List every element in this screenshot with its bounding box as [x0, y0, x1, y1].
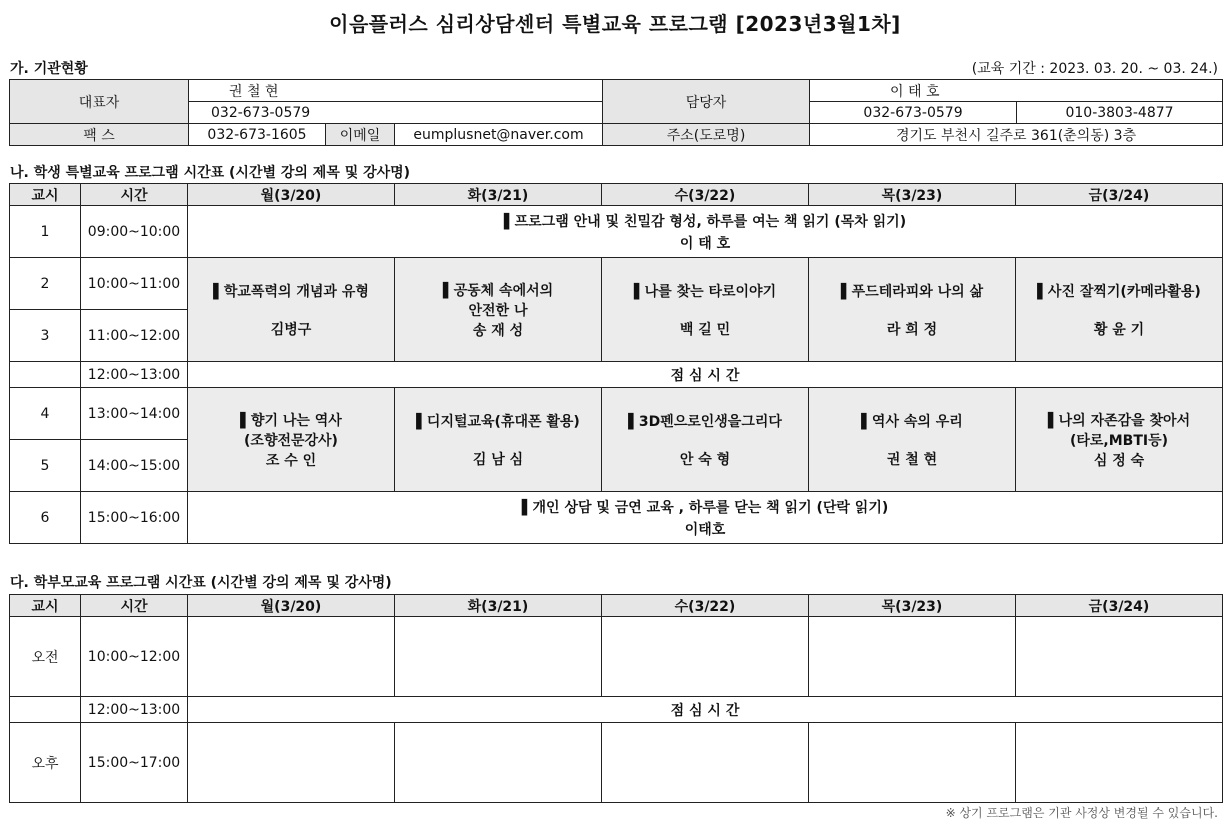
lecture-teacher: 김 남 심 [472, 451, 524, 468]
period-cell: 3 [10, 310, 81, 362]
closing-teacher: 이태호 [684, 521, 726, 538]
header-period: 교시 [10, 595, 81, 617]
empty-slot [809, 723, 1016, 803]
time-cell: 13:00~14:00 [81, 388, 188, 440]
lecture-title: ▌사진 잘찍기(카메라활용) [1037, 283, 1201, 300]
closing-session [188, 492, 1223, 544]
address-value: 경기도 부천시 길주로 361(춘의동) 3층 [810, 124, 1223, 146]
lecture-subtitle: (조향전문강사) [244, 432, 338, 449]
lunch-break: 점 심 시 간 [188, 362, 1223, 388]
lecture-wed-am [602, 258, 809, 362]
period-cell: 2 [10, 258, 81, 310]
lecture-title: ▌역사 속의 우리 [861, 413, 963, 430]
lecture-title: ▌나의 자존감을 찾아서 [1047, 412, 1191, 429]
fax-number: 032-673-1605 [189, 124, 326, 146]
lecture-subtitle [602, 301, 808, 319]
period-cell: 4 [10, 388, 81, 440]
header-day-thu: 목(3/23) [809, 595, 1016, 617]
section-parent-title: 다. 학부모교육 프로그램 시간표 (시간별 강의 제목 및 강사명) [10, 575, 392, 591]
rep-phone: 032-673-0579 [189, 102, 603, 124]
rep-name: 권 철 현 [189, 80, 603, 102]
parent-lunch-break: 점 심 시 간 [188, 697, 1223, 723]
lecture-title: ▌향기 나는 역사 [240, 412, 342, 429]
empty-slot [395, 723, 602, 803]
time-cell: 12:00~13:00 [81, 362, 188, 388]
time-cell: 14:00~15:00 [81, 440, 188, 492]
header-day-wed: 수(3/22) [602, 595, 809, 617]
lecture-teacher: 라 희 정 [886, 321, 938, 338]
manager-phone-1: 032-673-0579 [810, 102, 1017, 124]
manager-name: 이 태 호 [810, 80, 1223, 102]
footnote: ※ 상기 프로그램은 기관 사정상 변경될 수 있습니다. [945, 806, 1218, 820]
period-cell [10, 362, 81, 388]
empty-slot [602, 723, 809, 803]
lecture-teacher: 심 정 숙 [1093, 452, 1145, 469]
header-day-fri: 금(3/24) [1016, 184, 1223, 206]
lecture-subtitle [1016, 301, 1222, 319]
period-cell: 5 [10, 440, 81, 492]
fax-label: 팩 스 [10, 124, 189, 146]
empty-slot [188, 723, 395, 803]
header-day-mon: 월(3/20) [188, 184, 395, 206]
student-schedule-table [9, 183, 1223, 544]
header-time: 시간 [81, 595, 188, 617]
header-day-mon: 월(3/20) [188, 595, 395, 617]
time-cell: 11:00~12:00 [81, 310, 188, 362]
lecture-title: ▌디지털교육(휴대폰 활용) [416, 413, 580, 430]
lecture-title: ▌푸드테라피와 나의 삶 [840, 283, 984, 300]
lecture-thu-pm [809, 388, 1016, 492]
period-cell: 6 [10, 492, 81, 544]
rep-label: 대표자 [10, 80, 189, 124]
page-title: 이음플러스 심리상담센터 특별교육 프로그램 [2023년3월1차] [329, 12, 901, 36]
header-day-tue: 화(3/21) [395, 595, 602, 617]
period-cell-lunch [10, 697, 81, 723]
lecture-teacher: 황 윤 기 [1093, 321, 1145, 338]
lecture-teacher: 백 길 민 [679, 321, 731, 338]
section-org-title: 가. 기관현황 [10, 61, 88, 77]
time-cell: 10:00~11:00 [81, 258, 188, 310]
lecture-teacher: 송 재 성 [472, 322, 524, 339]
lecture-subtitle [602, 431, 808, 449]
time-cell: 09:00~10:00 [81, 206, 188, 258]
lecture-teacher: 권 철 현 [886, 451, 938, 468]
lecture-title: ▌나를 찾는 타로이야기 [633, 283, 777, 300]
lecture-tue-am [395, 258, 602, 362]
lecture-subtitle: 안전한 나 [468, 302, 528, 319]
lecture-title: ▌공동체 속에서의 [442, 282, 554, 299]
email-label: 이메일 [326, 124, 395, 146]
empty-slot [1016, 723, 1223, 803]
header-day-thu: 목(3/23) [809, 184, 1016, 206]
period-cell: 1 [10, 206, 81, 258]
lecture-subtitle [188, 301, 394, 319]
lecture-subtitle [395, 431, 601, 449]
opening-session [188, 206, 1223, 258]
section-student-title: 나. 학생 특별교육 프로그램 시간표 (시간별 강의 제목 및 강사명) [10, 165, 411, 181]
lecture-mon-pm [188, 388, 395, 492]
lecture-subtitle: (타로,MBTI등) [1069, 432, 1169, 449]
header-day-tue: 화(3/21) [395, 184, 602, 206]
empty-slot [1016, 617, 1223, 697]
lecture-teacher: 김병구 [270, 321, 312, 338]
address-label: 주소(도로명) [603, 124, 810, 146]
header-period: 교시 [10, 184, 81, 206]
manager-label: 담당자 [603, 80, 810, 124]
lecture-fri-pm [1016, 388, 1223, 492]
lecture-mon-am [188, 258, 395, 362]
header-day-fri: 금(3/24) [1016, 595, 1223, 617]
manager-phone-2: 010-3803-4877 [1017, 102, 1223, 124]
education-period: (교육 기간 : 2023. 03. 20. ~ 03. 24.) [971, 61, 1218, 77]
period-cell-am: 오전 [10, 617, 81, 697]
time-cell-pm: 15:00~17:00 [81, 723, 188, 803]
time-cell-am: 10:00~12:00 [81, 617, 188, 697]
closing-title: ▌개인 상담 및 금연 교육 , 하루를 닫는 책 읽기 (단락 읽기) [521, 499, 889, 516]
empty-slot [602, 617, 809, 697]
lecture-subtitle [809, 431, 1015, 449]
email-value: eumplusnet@naver.com [395, 124, 603, 146]
lecture-thu-am [809, 258, 1016, 362]
lecture-title: ▌학교폭력의 개념과 유형 [213, 283, 369, 300]
lecture-teacher: 안 숙 형 [679, 451, 731, 468]
header-day-wed: 수(3/22) [602, 184, 809, 206]
lecture-teacher: 조 수 인 [265, 452, 317, 469]
empty-slot [809, 617, 1016, 697]
lecture-fri-am [1016, 258, 1223, 362]
lecture-wed-pm [602, 388, 809, 492]
time-cell: 15:00~16:00 [81, 492, 188, 544]
opening-title: ▌프로그램 안내 및 친밀감 형성, 하루를 여는 책 읽기 (목차 읽기) [503, 213, 907, 230]
lecture-subtitle [809, 301, 1015, 319]
time-cell-lunch: 12:00~13:00 [81, 697, 188, 723]
header-time: 시간 [81, 184, 188, 206]
opening-teacher: 이 태 호 [679, 235, 731, 252]
org-table [9, 79, 1223, 146]
empty-slot [395, 617, 602, 697]
lecture-title: ▌3D펜으로인생을그리다 [628, 413, 782, 430]
lecture-tue-pm [395, 388, 602, 492]
parent-schedule-table [9, 594, 1223, 803]
period-cell-pm: 오후 [10, 723, 81, 803]
empty-slot [188, 617, 395, 697]
